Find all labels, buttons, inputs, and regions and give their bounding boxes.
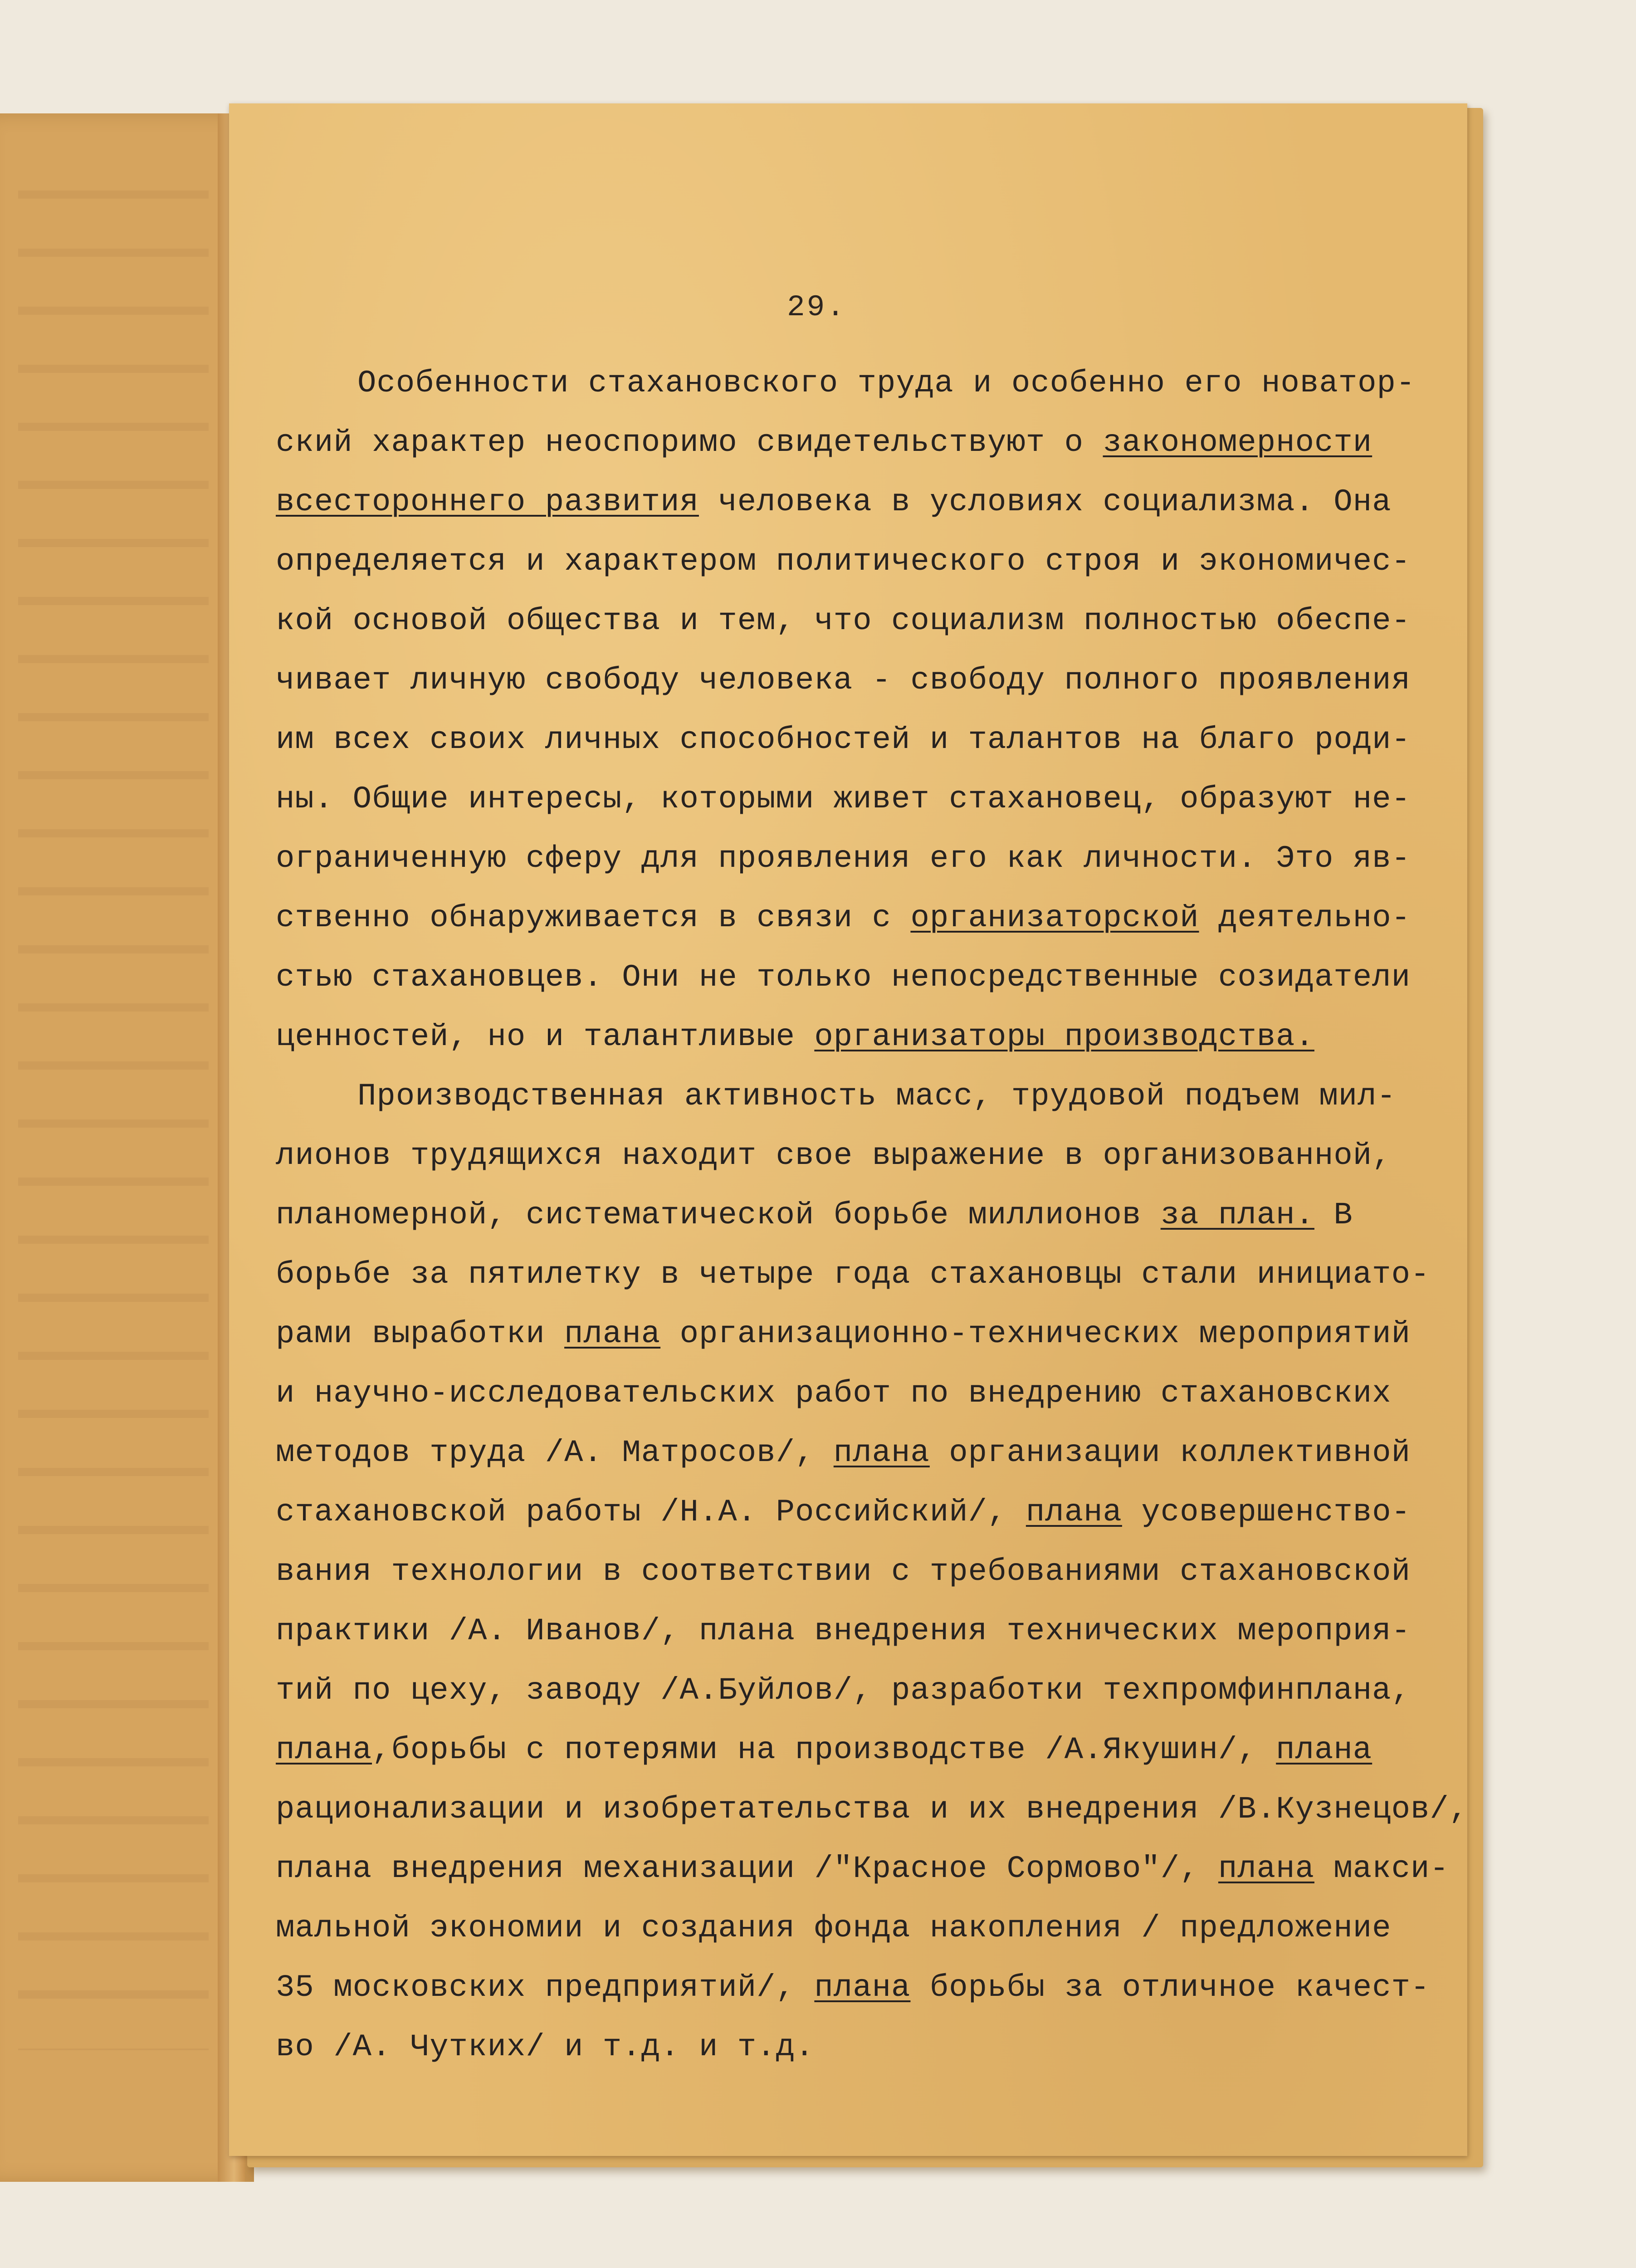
text-segment: ценностей, но и талантливые xyxy=(276,1019,815,1055)
text-line xyxy=(276,651,1419,710)
text-segment: практики /А. Иванов/, плана внедрения технических мероприя- xyxy=(276,1613,1411,1649)
paragraph xyxy=(276,354,1419,1067)
text-segment: чивает личную свободу человека - свободу полного проявления xyxy=(276,663,1411,698)
underlined-text: организаторской xyxy=(910,900,1199,936)
text-segment: планомерной, систематической борьбе миллионов xyxy=(276,1198,1161,1233)
text-line xyxy=(276,1007,1419,1067)
underlined-text: всестороннего развития xyxy=(276,484,699,520)
text-line xyxy=(276,948,1419,1007)
text-segment: тий по цеху, заводу /А.Буйлов/, разработки техпромфинплана, xyxy=(276,1673,1411,1708)
text-segment: борьбе за пятилетку в четыре года стахановцы стали инициато- xyxy=(276,1257,1430,1292)
text-segment: лионов трудящихся находит свое выражение в организованной, xyxy=(276,1138,1392,1173)
text-line xyxy=(276,532,1419,591)
text-line xyxy=(276,1899,1419,1958)
text-segment: стью стахановцев. Они не только непосредственные созидатели xyxy=(276,960,1411,995)
text-segment: организации коллективной xyxy=(929,1435,1411,1471)
text-line xyxy=(276,829,1419,889)
page-number: 29. xyxy=(787,290,846,324)
text-segment: определяется и характером политического строя и экономичес- xyxy=(276,544,1411,579)
text-segment: Особенности стахановского труда и особенно его новатор- xyxy=(357,366,1416,401)
text-segment: методов труда /А. Матросов/, xyxy=(276,1435,834,1471)
text-segment: вания технологии в соответствии с требованиями стахановской xyxy=(276,1554,1411,1589)
underlined-text: организаторы производства. xyxy=(814,1019,1314,1055)
text-segment: ны. Общие интересы, которыми живет стахановец, образуют не- xyxy=(276,782,1411,817)
underlined-text: плана xyxy=(833,1435,930,1471)
underlined-text: плана xyxy=(564,1316,661,1352)
text-segment: усовершенство- xyxy=(1122,1495,1411,1530)
text-segment: В xyxy=(1314,1198,1353,1233)
text-segment: мальной экономии и создания фонда накопления / предложение xyxy=(276,1911,1392,1946)
text-segment: им всех своих личных способностей и талантов на благо роди- xyxy=(276,722,1411,758)
text-line xyxy=(276,1245,1430,1305)
text-segment: деятельно- xyxy=(1199,900,1411,936)
text-segment: ,борьбы с потерями на производстве /А.Якушин/, xyxy=(372,1732,1276,1768)
text-segment: макси- xyxy=(1314,1851,1449,1887)
underlined-text: плана xyxy=(1218,1851,1314,1887)
text-segment: рами выработки xyxy=(276,1316,565,1352)
text-segment: ограниченную сферу для проявления его как личности. Это яв- xyxy=(276,841,1411,876)
text-segment: человека в условиях социализма. Она xyxy=(698,484,1392,520)
text-line xyxy=(276,591,1419,651)
text-line xyxy=(276,710,1419,770)
text-line xyxy=(276,1186,1419,1245)
text-segment: и научно-исследовательских работ по внедрению стахановских xyxy=(276,1376,1392,1411)
text-line xyxy=(276,1305,1419,1364)
text-line xyxy=(276,1364,1419,1423)
text-line xyxy=(276,1839,1449,1899)
text-line xyxy=(276,1780,1469,1839)
text-line xyxy=(276,413,1419,473)
text-line xyxy=(276,1602,1419,1661)
text-line xyxy=(276,1542,1419,1602)
text-line xyxy=(276,1483,1419,1542)
text-segment: плана внедрения механизации /"Красное Сормово"/, xyxy=(276,1851,1218,1887)
text-segment: ский характер неоспоримо свидетельствуют о xyxy=(276,425,1103,460)
text-line xyxy=(276,1126,1419,1186)
underlined-text: плана xyxy=(814,1970,911,2005)
text-segment: ственно обнаруживается в связи с xyxy=(276,900,911,936)
text-segment: стахановской работы /Н.А. Российский/, xyxy=(276,1495,1026,1530)
text-segment: во /А. Чутких/ и т.д. и т.д. xyxy=(276,2029,815,2065)
underlined-text: плана xyxy=(276,1732,372,1768)
body-text xyxy=(276,354,1469,2077)
text-line xyxy=(276,770,1419,829)
text-line xyxy=(276,889,1419,948)
paragraph xyxy=(276,1067,1469,2077)
underlined-text: плана xyxy=(1276,1732,1372,1768)
text-line xyxy=(276,354,1419,413)
text-segment: рационализации и изобретательства и их внедрения /В.Кузнецов/, xyxy=(276,1792,1469,1827)
text-line xyxy=(276,1067,1419,1126)
text-segment: 35 московских предприятий/, xyxy=(276,1970,815,2005)
text-line xyxy=(276,1721,1419,1780)
text-line xyxy=(276,1958,1430,2018)
underlined-text: плана xyxy=(1026,1495,1122,1530)
underlined-text: за план. xyxy=(1160,1198,1314,1233)
text-line xyxy=(276,1661,1419,1721)
text-segment: организационно-технических мероприятий xyxy=(660,1316,1411,1352)
text-line xyxy=(276,2018,1419,2077)
text-line xyxy=(276,473,1419,532)
text-segment: Производственная активность масс, трудовой подъем мил- xyxy=(357,1079,1396,1114)
underlined-text: закономерности xyxy=(1103,425,1372,460)
left-page-bleed-marks xyxy=(18,191,209,2050)
text-segment: кой основой общества и тем, что социализм полностью обеспе- xyxy=(276,603,1411,639)
text-segment: борьбы за отличное качест- xyxy=(910,1970,1430,2005)
text-line xyxy=(276,1423,1419,1483)
